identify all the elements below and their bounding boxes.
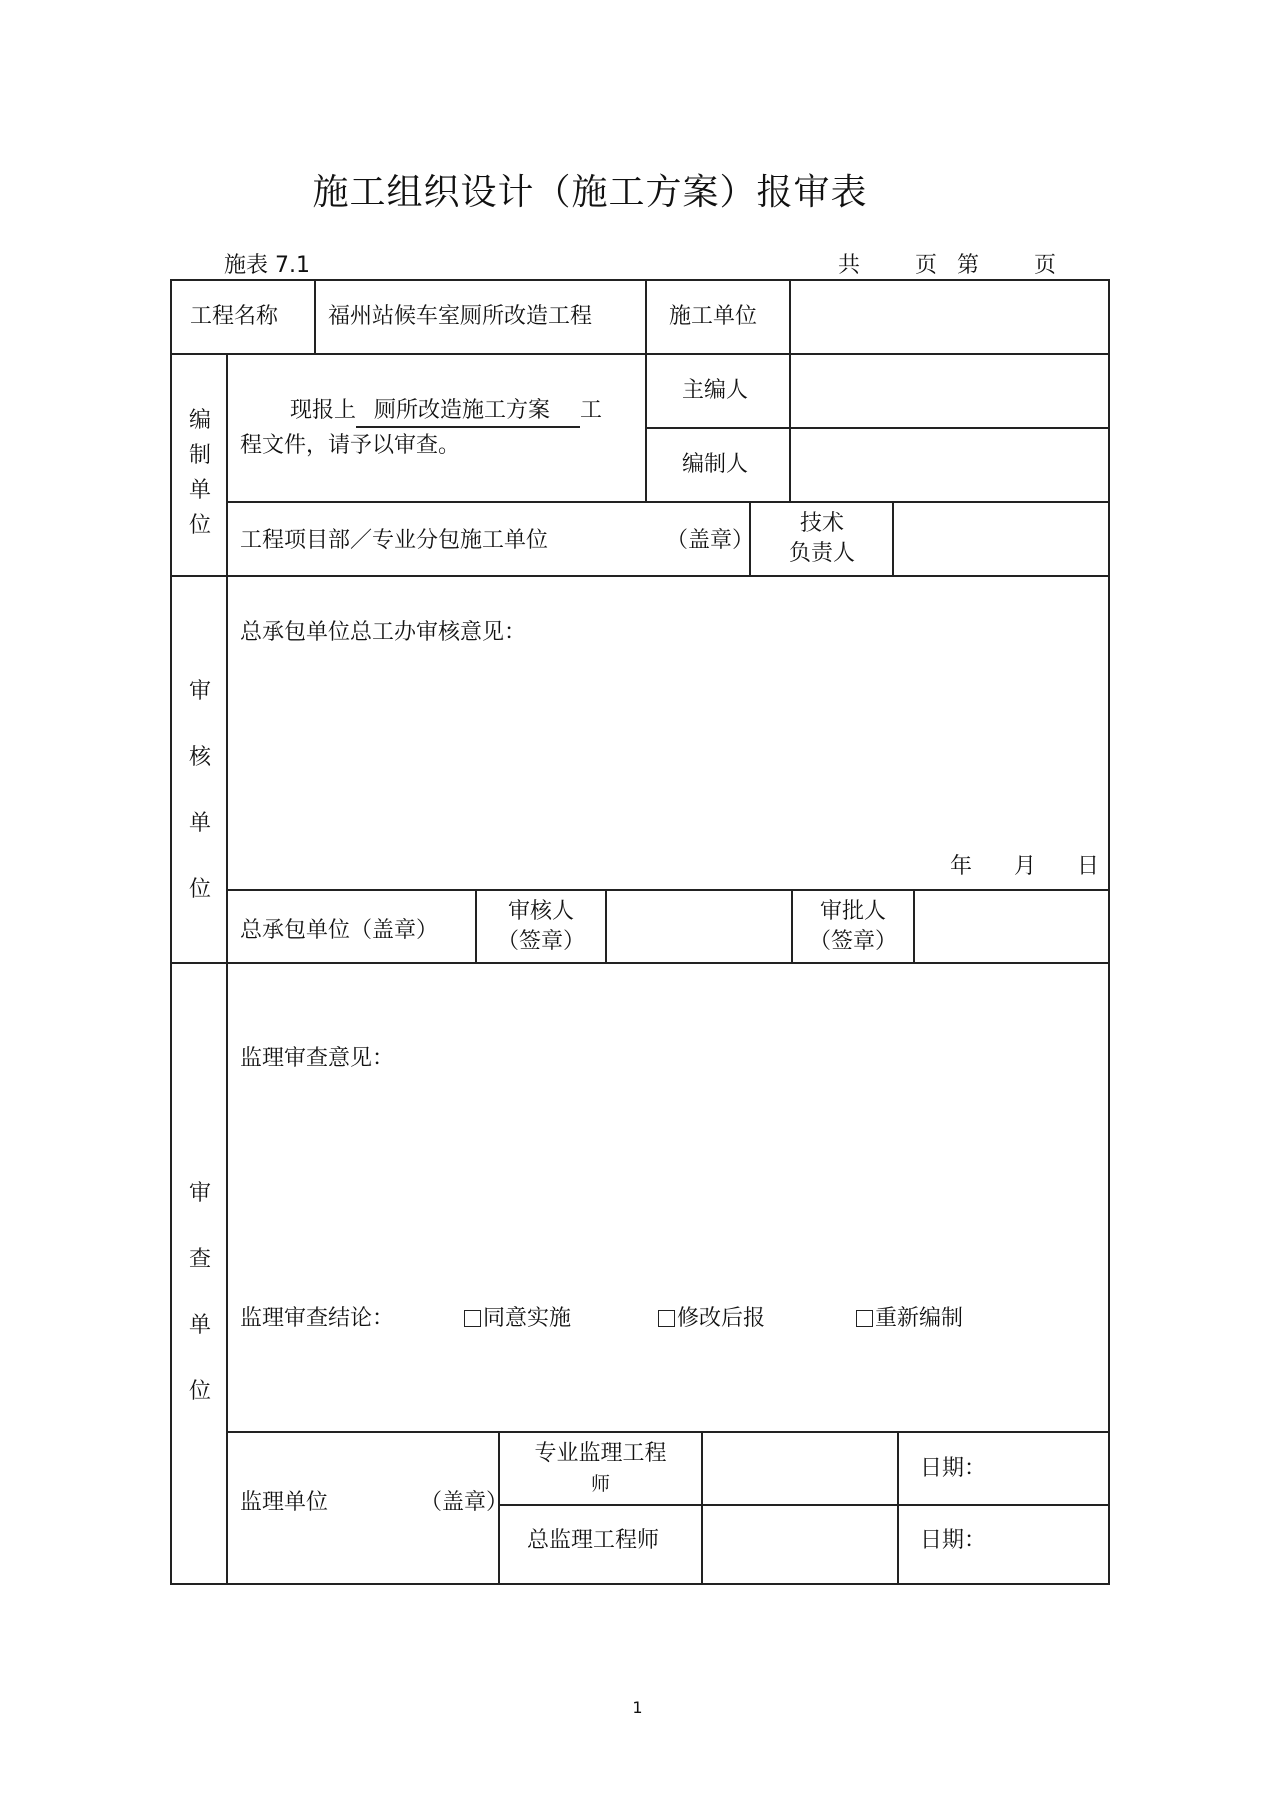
prep-seal-label: （盖章） xyxy=(666,528,755,553)
approval-form xyxy=(170,279,1110,1585)
conclusion-label: 监理审查结论： xyxy=(240,1306,395,1331)
page-number: 1 xyxy=(632,1698,643,1717)
option-approve[interactable]: 同意实施 xyxy=(464,1305,571,1334)
prep-side-label: 编 制 单 位 xyxy=(188,408,211,538)
tech-head-value-cell[interactable] xyxy=(912,517,1092,561)
col-divider xyxy=(645,281,647,501)
project-name-label: 工程名称 xyxy=(190,304,279,329)
row-divider xyxy=(227,1431,1108,1433)
col-divider xyxy=(226,353,228,1583)
reviewer-label: 审核人 （签章） xyxy=(496,899,585,954)
contractor-label: 施工单位 xyxy=(669,304,758,329)
review-date-year: 年 xyxy=(950,854,973,879)
chief-editor-label: 主编人 xyxy=(682,378,749,403)
row-divider xyxy=(227,889,1108,891)
inspect-side-label: 审 查 单 位 xyxy=(188,1181,211,1404)
row-divider xyxy=(498,1504,1108,1506)
option-revise[interactable]: 修改后报 xyxy=(658,1305,765,1334)
checkbox-icon[interactable] xyxy=(856,1310,873,1327)
page-label: 页 xyxy=(915,253,938,278)
col-divider xyxy=(701,1431,703,1583)
chief-date-label: 日期： xyxy=(920,1528,987,1553)
editor-value-cell[interactable] xyxy=(812,443,1092,487)
submitted-document-name: 厕所改造施工方案 xyxy=(356,397,580,428)
option-redo[interactable]: 重新编制 xyxy=(856,1305,963,1334)
supervisor-opinion-area[interactable] xyxy=(232,1081,1092,1281)
col-divider xyxy=(913,889,915,962)
approver-label: 审批人 （签章） xyxy=(808,899,897,954)
col-divider xyxy=(897,1431,899,1583)
col-divider xyxy=(605,889,607,962)
row-divider xyxy=(172,575,1108,577)
review-date-month: 月 xyxy=(1014,854,1037,879)
page-index-label: 第 xyxy=(957,253,980,278)
submission-text-line2: 程文件，请予以审查。 xyxy=(240,433,461,458)
form-code: 施表 7.1 xyxy=(224,253,310,278)
checkbox-icon[interactable] xyxy=(658,1310,675,1327)
row-divider xyxy=(227,501,1108,503)
chief-supervisor-label: 总监理工程师 xyxy=(527,1528,660,1553)
submission-text-line1: 现报上 厕所改造施工方案 工 xyxy=(290,397,602,428)
tech-head-label: 技术 负责人 xyxy=(788,511,855,566)
supervisor-seal-label: （盖章） xyxy=(420,1490,509,1515)
row-divider xyxy=(172,962,1108,964)
page-label-2: 页 xyxy=(1034,253,1057,278)
review-date-day: 日 xyxy=(1077,854,1100,879)
reviewer-value-cell[interactable] xyxy=(612,903,782,947)
chief-editor-value-cell[interactable] xyxy=(812,369,1092,413)
row-divider xyxy=(647,427,1108,429)
specialist-engineer-value-cell[interactable] xyxy=(712,1445,887,1489)
page-title: 施工组织设计（施工方案）报审表 xyxy=(312,172,868,213)
col-divider xyxy=(314,281,316,353)
project-name-value: 福州站候车室厕所改造工程 xyxy=(328,304,593,329)
editor-label: 编制人 xyxy=(682,452,749,477)
supervisor-unit-label: 监理单位 xyxy=(240,1490,329,1515)
chief-supervisor-value-cell[interactable] xyxy=(712,1519,887,1563)
page-total-label: 共 xyxy=(838,253,861,278)
approver-value-cell[interactable] xyxy=(922,903,1092,947)
gc-seal-label: 总承包单位（盖章） xyxy=(240,918,439,943)
contractor-value-cell[interactable] xyxy=(812,295,1092,339)
col-divider xyxy=(892,501,894,575)
gc-opinion-area[interactable] xyxy=(232,651,1092,831)
specialist-engineer-label: 专业监理工程 师 xyxy=(534,1441,667,1495)
supervisor-opinion-label: 监理审查意见： xyxy=(240,1046,395,1071)
review-side-label: 审 核 单 位 xyxy=(188,679,211,902)
checkbox-icon[interactable] xyxy=(464,1310,481,1327)
gc-opinion-label: 总承包单位总工办审核意见： xyxy=(240,620,527,645)
dept-label: 工程项目部／专业分包施工单位 xyxy=(240,528,549,553)
col-divider xyxy=(789,281,791,501)
specialist-date-label: 日期： xyxy=(920,1456,987,1481)
row-divider xyxy=(172,353,1108,355)
